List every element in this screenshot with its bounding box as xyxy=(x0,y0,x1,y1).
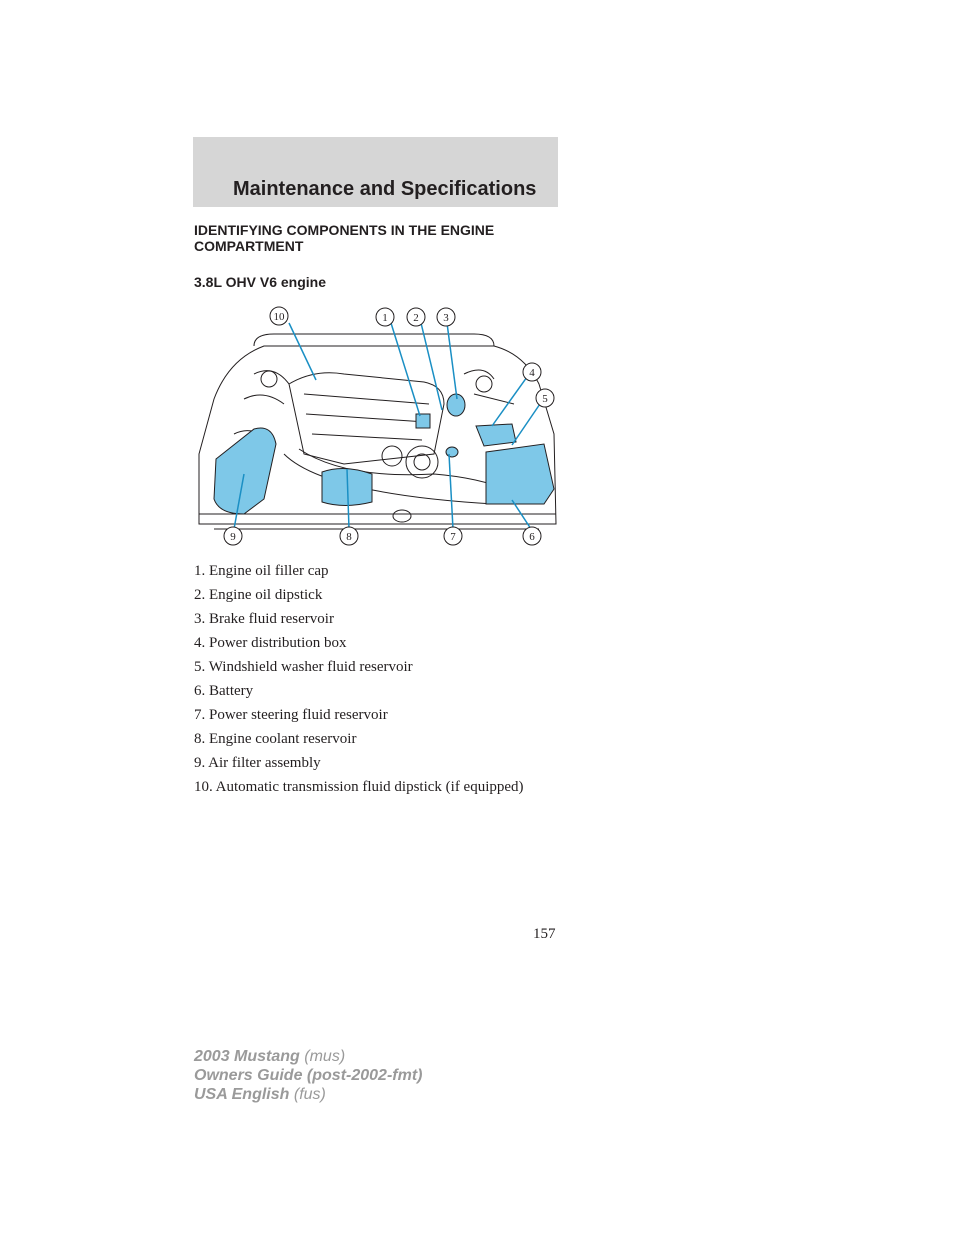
firewall-line xyxy=(254,334,494,346)
alternator xyxy=(406,446,438,478)
engine-subheading: 3.8L OHV V6 engine xyxy=(194,274,327,290)
legend-item: 5. Windshield washer fluid reservoir xyxy=(194,659,413,675)
section-heading: IDENTIFYING COMPONENTS IN THE ENGINE COMPARTMENT xyxy=(194,222,495,254)
air-filter-assembly xyxy=(214,428,276,514)
legend-item: 3. Brake fluid reservoir xyxy=(194,611,334,627)
legend-item: 9. Air filter assembly xyxy=(194,755,321,771)
legend-item: 1. Engine oil filler cap xyxy=(194,563,329,579)
callout-4 xyxy=(523,363,541,381)
footer-model-code: (mus) xyxy=(304,1048,346,1065)
legend-item: 10. Automatic transmission fluid dipstick (if equipped) xyxy=(194,779,524,795)
svg-text:10: 10 xyxy=(273,311,285,323)
callout-3 xyxy=(437,308,455,326)
svg-text:4: 4 xyxy=(529,367,535,379)
washer-fluid-reservoir xyxy=(486,444,554,504)
document-footer xyxy=(194,1047,422,1104)
engine-compartment-diagram xyxy=(194,304,560,552)
svg-text:3: 3 xyxy=(443,312,449,324)
power-steering-reservoir xyxy=(446,447,458,457)
svg-text:6: 6 xyxy=(529,531,535,543)
svg-text:8: 8 xyxy=(346,531,352,543)
svg-text:2: 2 xyxy=(413,312,419,324)
callout-7 xyxy=(444,527,462,545)
legend-item: 7. Power steering fluid reservoir xyxy=(194,707,388,723)
hood-latch xyxy=(393,510,411,522)
svg-text:1: 1 xyxy=(382,312,388,324)
callout-2 xyxy=(407,308,425,326)
svg-text:7: 7 xyxy=(450,531,456,543)
svg-text:9: 9 xyxy=(230,531,236,543)
callout-9 xyxy=(224,527,242,545)
callout-10 xyxy=(270,307,288,325)
callout-1 xyxy=(376,308,394,326)
callout-8 xyxy=(340,527,358,545)
footer-language: USA English xyxy=(194,1086,290,1103)
footer-model: 2003 Mustang xyxy=(194,1048,300,1065)
power-distribution-box xyxy=(476,424,516,446)
page-title: Maintenance and Specifications xyxy=(233,178,537,200)
brake-fluid-reservoir xyxy=(447,394,465,416)
legend-item: 2. Engine oil dipstick xyxy=(194,587,323,603)
footer-guide: Owners Guide (post-2002-fmt) xyxy=(194,1067,423,1084)
component-legend xyxy=(194,563,524,803)
legend-item: 6. Battery xyxy=(194,683,254,699)
oil-filler-cap xyxy=(416,414,430,428)
legend-item: 8. Engine coolant reservoir xyxy=(194,731,357,747)
footer-language-code: (fus) xyxy=(293,1086,326,1103)
legend-item: 4. Power distribution box xyxy=(194,635,347,651)
callout-6 xyxy=(523,527,541,545)
callout-5 xyxy=(536,389,554,407)
header-band xyxy=(193,137,558,207)
page-number: 157 xyxy=(533,926,556,942)
svg-text:5: 5 xyxy=(542,393,548,405)
